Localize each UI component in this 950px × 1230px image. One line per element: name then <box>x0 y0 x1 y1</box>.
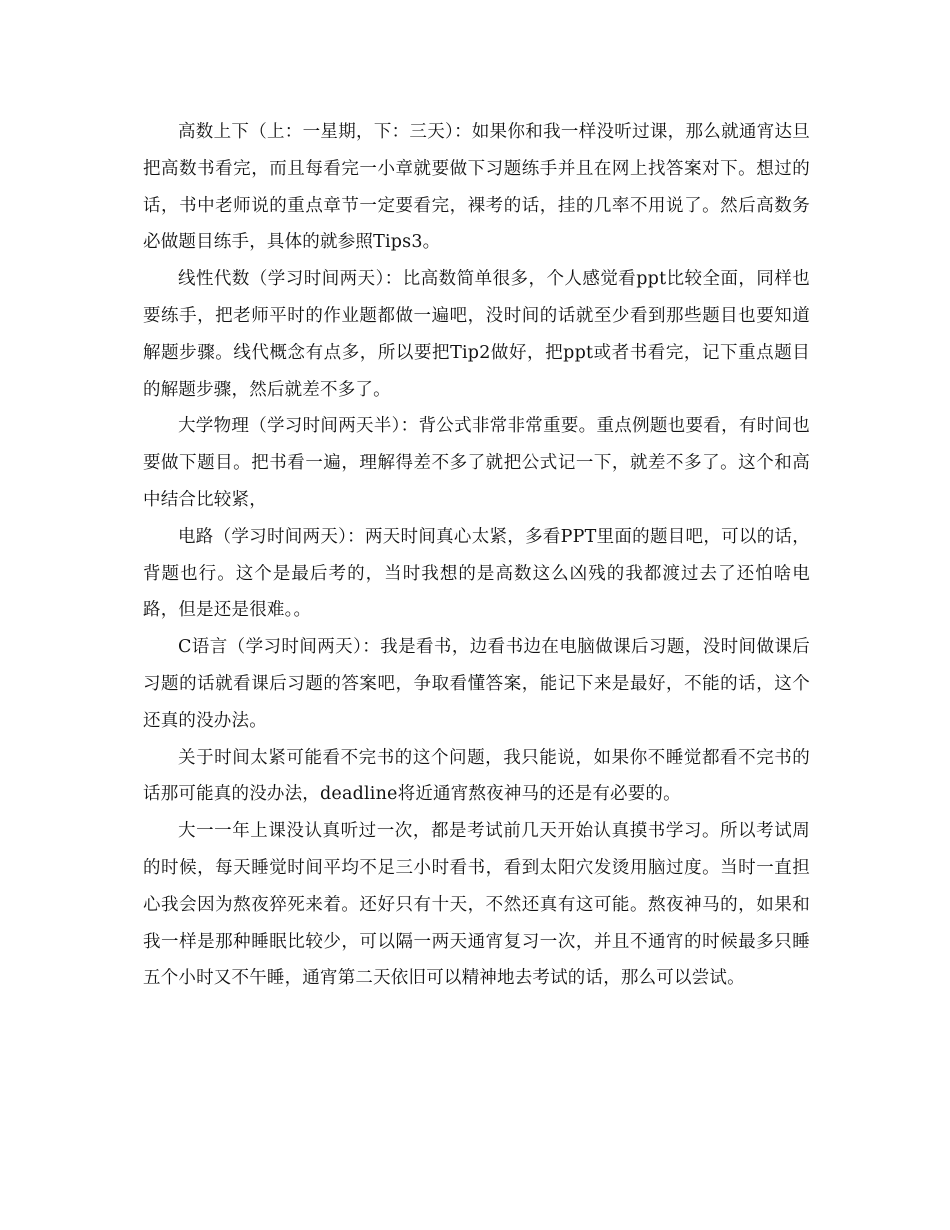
document-page <box>143 114 810 997</box>
paragraph-advanced-math: 高数上下（上：一星期，下：三天）：如果你和我一样没听过课，那么就通宵达旦把高数书看完，而且每看完一小章就要做下习题练手并且在网上找答案对下。想过的话，书中老师说的重点章节一定要看完，裸考的话，挂的几率不用说了。然后高数务必做题目练手，具体的就参照Tips3。 <box>143 122 810 253</box>
paragraph-experience: 大一一年上课没认真听过一次，都是考试前几天开始认真摸书学习。所以考试周的时候，每天睡觉时间平均不足三小时看书，看到太阳穴发烫用脑过度。当时一直担心我会因为熬夜猝死来着。还好只有十天，不然还真有这可能。熬夜神马的，如果和我一样是那种睡眠比较少，可以隔一两天通宵复习一次，并且不通宵的时候最多只睡五个小时又不午睡，通宵第二天依旧可以精神地去考试的话，那么可以尝试。 <box>143 821 810 989</box>
paragraph-time-management: 关于时间太紧可能看不完书的这个问题，我只能说，如果你不睡觉都看不完书的话那可能真的没办法，deadline将近通宵熬夜神马的还是有必要的。 <box>143 747 810 805</box>
paragraph-physics: 大学物理（学习时间两天半）：背公式非常非常重要。重点例题也要看，有时间也要做下题目。把书看一遍，理解得差不多了就把公式记一下，就差不多了。这个和高中结合比较紧， <box>143 416 810 510</box>
paragraph-circuits: 电路（学习时间两天）：两天时间真心太紧，多看PPT里面的题目吧，可以的话，背题也行。这个是最后考的，当时我想的是高数这么凶残的我都渡过去了还怕啥电路，但是还是很难。。 <box>143 526 810 621</box>
paragraph-linear-algebra: 线性代数（学习时间两天）：比高数简单很多，个人感觉看ppt比较全面，同样也要练手，把老师平时的作业题都做一遍吧，没时间的话就至少看到那些题目也要知道解题步骤。线代概念有点多，所以要把Tip2做好，把ppt或者书看完，记下重点题目的解题步骤，然后就差不多了。 <box>143 269 810 400</box>
paragraph-c-language: C语言（学习时间两天）：我是看书，边看书边在电脑做课后习题，没时间做课后习题的话就看课后习题的答案吧，争取看懂答案，能记下来是最好，不能的话，这个还真的没办法。 <box>143 637 810 731</box>
